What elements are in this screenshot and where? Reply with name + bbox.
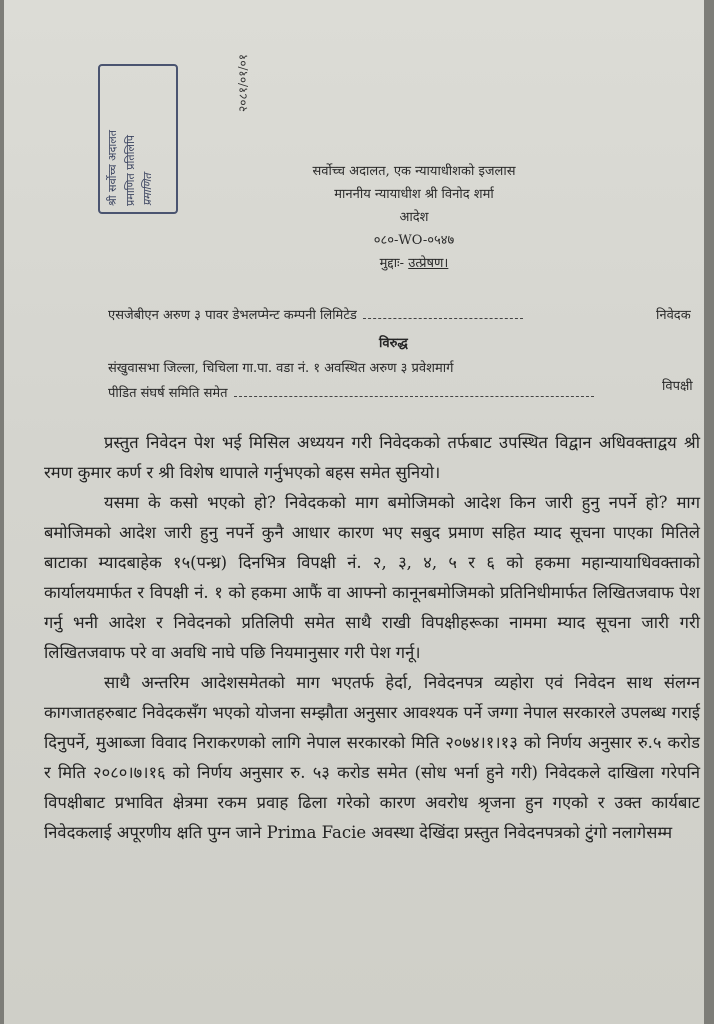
paragraph-2: यसमा के कसो भएको हो? निवेदकको माग बमोजिमको आदेश किन जारी हुनु नपर्ने हो? माग बमोजिमको आदेश जारी हुनु नपर्ने कुनै आधार कारण भए सबुद प्रमाण सहित म्याद सूचना पाएका मितिले बाटाका म्यादबाहेक १५(पन्ध्र) दिनभित्र विपक्षी नं. २, ३, ४, ५ र ६ को हकमा महान्यायाधिवक्ताको कार्यालयमार्फत र विपक्षी नं. १ को हकमा आफैं वा आफ्नो कानूनबमोजिमको प्रतिनिधीमार्फत लिखितजवाफ पेश गर्नु भनी आदेश र निवेदनको प्रतिलिपी समेत साथै राखी विपक्षीहरूका नाममा म्याद सूचना जारी गरी लिखितजवाफ परे वा अवधि नाघे पछि नियमानुसार गरी पेश गर्नू। xyxy=(44,493,700,662)
versus-label: विरुद्ध xyxy=(379,336,408,351)
case-subject xyxy=(254,252,574,275)
stamp-line-1: श्री सर्वोच्च अदालत xyxy=(106,130,119,206)
stamp-handwritten-date: २०८१/०१/०१ xyxy=(236,53,250,112)
respondent-role: विपक्षी xyxy=(662,379,693,394)
petitioner-dashes xyxy=(363,310,523,319)
case-number: ०८०-WO-०५४७ xyxy=(373,233,455,248)
stamp-signature: प्रमाणित xyxy=(141,173,155,206)
respondent-name: पीडित संघर्ष समिति समेत xyxy=(108,386,228,401)
document-header xyxy=(254,160,574,275)
paragraph-1: प्रस्तुत निवेदन पेश भई मिसिल अध्ययन गरी निवेदकको तर्फबाट उपस्थित विद्वान अधिवक्ताद्वय श्री रमण कुमार कर्ण र श्री विशेष थापाले गर्नुभएको बहस समेत सुनियो। xyxy=(44,433,700,482)
document-page xyxy=(4,0,704,1024)
judge-name: माननीय न्यायाधीश श्री विनोद शर्मा xyxy=(334,187,494,202)
subject-label: मुद्दाः- xyxy=(379,256,405,271)
order-title: आदेश xyxy=(399,210,429,225)
order-body xyxy=(44,428,700,848)
paragraph-3: साथै अन्तरिम आदेशसमेतको माग भएतर्फ हेर्दा, निवेदनपत्र व्यहोरा एवं निवेदन साथ संलग्न कागजातहरुबाट निवेदकसँग भएको योजना सम्झौता अनुसार आवश्यक पर्ने जग्गा नेपाल सरकारले उपलब्ध गराई दिनुपर्ने, मुआब्जा विवाद निराकरणको लागि नेपाल सरकारको मिति २०७४।१।१३ को निर्णय अनुसार रु.५ करोड र मिति २०८०।७।१६ को निर्णय अनुसार रु. ५३ करोड समेत (सोध भर्ना हुने गरी) निवेदकले दाखिला गरेपनि विपक्षीबाट प्रभावित क्षेत्रमा रकम प्रवाह ढिला गरेको कारण अवरोध श्रृजना हुन गएको र उक्त कार्यबाट निवेदकलाई अपूरणीय क्षति पुग्न जाने Prima Facie अवस्था देखिंदा प्रस्तुत निवेदनपत्रको टुंगो नलागेसम्म xyxy=(44,673,700,842)
stamp-line-2: प्रमाणित प्रतिलिपि xyxy=(123,134,137,206)
petitioner-name: एसजेबीएन अरुण ३ पावर डेभलप्मेन्ट कम्पनी लिमिटेड xyxy=(108,308,357,323)
petitioner-line xyxy=(108,305,523,323)
respondent-dashes xyxy=(234,388,594,397)
petitioner-role: निवेदक xyxy=(656,308,691,323)
respondent-line-1: संखुवासभा जिल्ला, चिचिला गा.पा. वडा नं. १ अवस्थित अरुण ३ प्रवेशमार्ग xyxy=(108,361,454,376)
respondent-line-2 xyxy=(108,383,594,401)
subject-value: उत्प्रेषण। xyxy=(408,256,449,271)
court-stamp xyxy=(58,42,228,232)
stamp-box xyxy=(98,64,178,214)
court-name: सर्वोच्च अदालत, एक न्यायाधीशको इजलास xyxy=(312,164,516,179)
